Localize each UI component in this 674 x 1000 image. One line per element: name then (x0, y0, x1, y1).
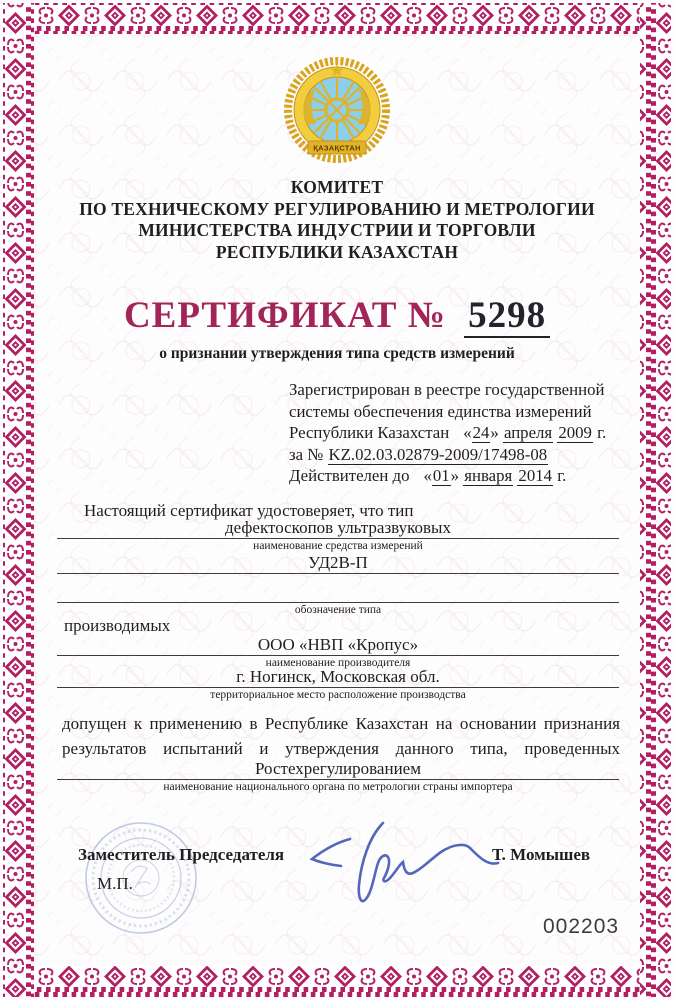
instrument-name-value: дефектоскопов ультразвуковых (225, 518, 451, 537)
validity-month: января (464, 466, 513, 486)
approval-line-1: допущен к применению в Республике Казахстан на основании признания (62, 714, 620, 733)
manufacturer-value: ООО «НВП «Кропус» (257, 635, 419, 654)
location-caption: территориальное место расположение производства (210, 689, 466, 701)
validity-prefix: Действителен до (289, 466, 410, 486)
signature (295, 815, 505, 915)
issuer-line: ПО ТЕХНИЧЕСКОМУ РЕГУЛИРОВАНИЮ И МЕТРОЛОГИИ (79, 198, 595, 219)
issuer-line: КОМИТЕТ (290, 177, 384, 197)
quote-close: » (490, 423, 499, 443)
authority-caption: наименование национального органа по метрологии страны импортера (163, 781, 513, 793)
signer-title: Заместитель Председателя (78, 845, 285, 864)
validity-day: 01 (432, 466, 450, 486)
manufacturer-caption: наименование производителя (265, 657, 411, 669)
signer-name: Т. Момышев (492, 845, 591, 864)
registration-year: 2009 (558, 423, 592, 443)
instrument-name-caption: наименование средства измерений (253, 540, 423, 552)
registration-line-1: Зарегистрирован в реестре государственной (289, 380, 605, 399)
authority-value: Ростехрегулированием (255, 759, 421, 778)
field-instrument-name (57, 517, 619, 553)
location-value: г. Ногинск, Московская обл. (236, 667, 440, 686)
validity-year: 2014 (518, 466, 552, 486)
field-location (57, 666, 619, 702)
quote-close: » (450, 466, 460, 486)
field-rule (57, 573, 619, 574)
year-abbr: г. (597, 423, 607, 443)
registration-date-line (289, 422, 629, 444)
certificate-number: 5298 (464, 295, 550, 338)
approval-line-2: результатов испытаний и утверждения данного типа, проведенных (62, 739, 620, 758)
field-type-caption (57, 602, 619, 617)
type-designation-value: УД2В-П (308, 553, 368, 572)
issuer-line: РЕСПУБЛИКИ КАЗАХСТАН (215, 241, 459, 262)
produced-by-label: производимых (64, 616, 171, 635)
registration-line-2: системы обеспечения единства измерений (289, 401, 592, 421)
certificate-subtitle: о признании утверждения типа средств измерений (159, 345, 515, 362)
registration-number-prefix: за № (289, 444, 324, 464)
year-abbr: г. (557, 466, 567, 486)
field-manufacturer (57, 634, 619, 670)
registration-block (289, 379, 629, 487)
emblem-banner-text: ҚАЗАҚСТАН (313, 143, 361, 153)
registration-month: апреля (503, 423, 553, 443)
registration-number: KZ.02.03.02879-2009/17498-08 (328, 444, 548, 464)
quote-open: « (423, 466, 432, 486)
issuing-authority (0, 177, 674, 263)
field-authority (57, 758, 619, 794)
quote-open: « (463, 423, 472, 443)
approval-paragraph (62, 711, 620, 761)
validity-line (289, 465, 629, 487)
form-number: 002203 (543, 915, 620, 938)
registration-number-line (289, 444, 629, 466)
field-type-designation (57, 552, 619, 574)
registration-day: 24 (472, 423, 490, 443)
kazakhstan-emblem-icon (272, 48, 402, 178)
type-caption: обозначение типа (294, 604, 382, 616)
certificate-title (0, 294, 674, 337)
issuer-line: МИНИСТЕРСТВА ИНДУСТРИИ И ТОРГОВЛИ (138, 220, 536, 240)
certificate-title-label: СЕРТИФИКАТ № (123, 295, 446, 336)
seal-abbreviation: М.П. (97, 874, 133, 893)
certificate-statement: Настоящий сертификат удостоверяет, что тип (84, 501, 414, 520)
registration-country: Республики Казахстан (289, 423, 450, 443)
